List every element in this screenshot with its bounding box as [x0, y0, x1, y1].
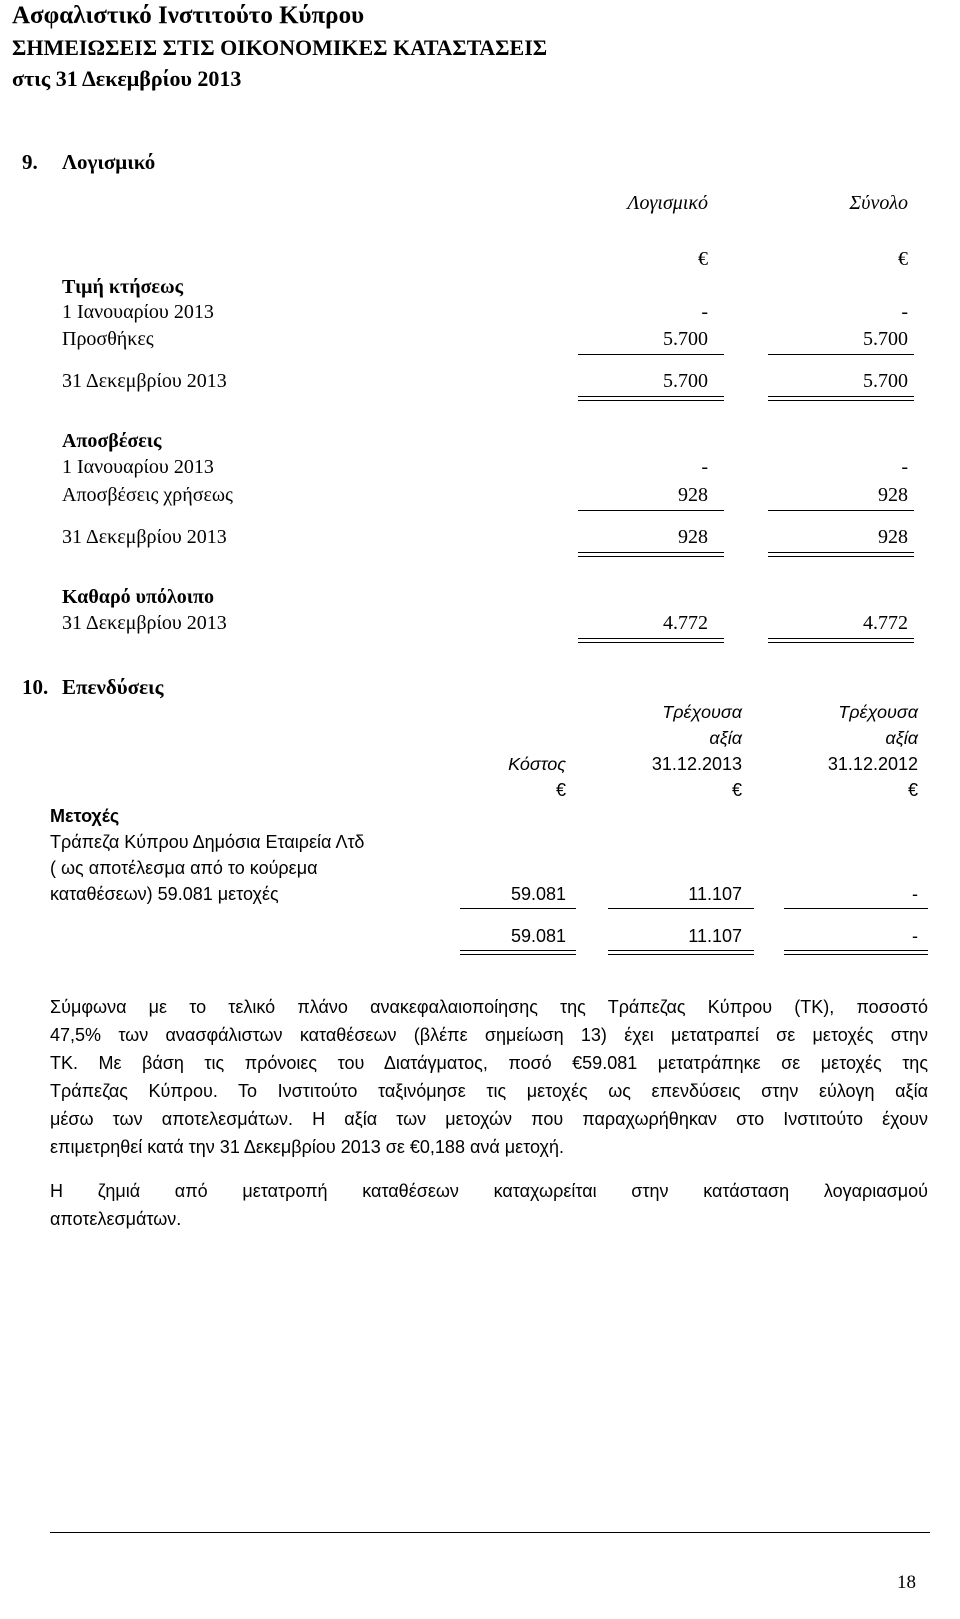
paragraph-line: Τράπεζας Κύπρου. Το Ινστιτούτο ταξινόμησε τις μετοχές ως επενδύσεις στην εύλογη αξία	[50, 1081, 928, 1101]
shares-description: Τράπεζα Κύπρου Δημόσια Εταιρεία Λτδ	[50, 832, 365, 852]
col-header-total: Σύνολο	[849, 192, 908, 214]
table-cell: 928	[678, 484, 708, 506]
explanatory-paragraph	[50, 993, 928, 1161]
subtotal-rule	[784, 908, 928, 909]
currency-cost: €	[555, 780, 566, 800]
table-row-label: 31 Δεκεμβρίου 2013	[62, 526, 227, 548]
table-cell: 4.772	[863, 612, 908, 634]
col-header-fv2012: Τρέχουσα	[838, 702, 918, 722]
subtotal-rule	[460, 908, 576, 909]
cost-heading: Τιμή κτήσεως	[62, 276, 184, 298]
currency-fv2012: €	[907, 780, 918, 800]
paragraph-line: Η ζημιά από μετατροπή καταθέσεων καταχωρείται στην κατάσταση λογαριασμού	[50, 1181, 928, 1201]
col-header-fv2012-date: 31.12.2012	[827, 754, 918, 774]
table-cell: -	[701, 301, 708, 323]
subtotal-rule	[608, 908, 754, 909]
table-cell: 5.700	[663, 370, 708, 392]
table-row-label: 31 Δεκεμβρίου 2013	[62, 612, 227, 634]
company-name: Ασφαλιστικό Ινστιτούτο Κύπρου	[12, 2, 365, 29]
table-cell: 5.700	[863, 328, 908, 350]
total-double-rule	[608, 950, 754, 955]
total-double-rule	[578, 396, 724, 401]
paragraph-line: Σύμφωνα με το τελικό πλάνο ανακεφαλαιοποίησης της Τράπεζας Κύπρου (ΤΚ), ποσοστό	[50, 997, 928, 1017]
table-cell: 928	[878, 484, 908, 506]
explanatory-paragraph	[50, 1177, 928, 1233]
subtotal-rule	[578, 354, 724, 355]
table-cell: 5.700	[663, 328, 708, 350]
table-cell: -	[912, 884, 918, 904]
table-row-label: Προσθήκες	[62, 328, 154, 350]
table-row-label: 1 Ιανουαρίου 2013	[62, 301, 214, 323]
subtotal-rule	[768, 510, 914, 511]
currency-software: €	[698, 248, 708, 270]
total-double-rule	[768, 638, 914, 643]
shares-description: καταθέσεων) 59.081 μετοχές	[50, 884, 279, 904]
col-header-fv2013: αξία	[709, 728, 742, 748]
total-double-rule	[768, 552, 914, 557]
currency-fv2013: €	[731, 780, 742, 800]
note9-number: 9.	[22, 150, 38, 174]
paragraph-line: 47,5% των ανασφάλιστων καταθέσεων (βλέπε σημείωση 13) έχει μετατραπεί σε μετοχές στην	[50, 1025, 928, 1045]
subtotal-rule	[768, 354, 914, 355]
col-header-cost: Κόστος	[508, 754, 566, 774]
paragraph-line: επιμετρηθεί κατά την 31 Δεκεμβρίου 2013 σε €0,188 ανά μετοχή.	[50, 1137, 565, 1157]
page-number: 18	[897, 1572, 916, 1593]
table-cell: -	[912, 926, 918, 946]
note9-heading: Λογισμικό	[62, 150, 156, 174]
table-row-label: 31 Δεκεμβρίου 2013	[62, 370, 227, 392]
shares-description: ( ως αποτέλεσμα από το κούρεμα	[50, 858, 318, 878]
currency-total: €	[898, 248, 908, 270]
paragraph-line: ΤΚ. Με βάση τις πρόνοιες του Διατάγματος, ποσό €59.081 μετατράπηκε σε μετοχές της	[50, 1053, 928, 1073]
document-title: ΣΗΜΕΙΩΣΕΙΣ ΣΤΙΣ ΟΙΚΟΝΟΜΙΚΕΣ ΚΑΤΑΣΤΑΣΕΙΣ	[12, 35, 548, 60]
footer-rule	[50, 1532, 930, 1533]
table-cell: 11.107	[688, 926, 742, 946]
depreciation-heading: Αποσβέσεις	[62, 430, 162, 452]
note10-heading: Επενδύσεις	[62, 675, 164, 699]
table-cell: 59.081	[510, 926, 566, 946]
table-cell: 928	[678, 526, 708, 548]
total-double-rule	[578, 638, 724, 643]
nbv-heading: Καθαρό υπόλοιπο	[62, 586, 214, 608]
note10-number: 10.	[22, 675, 49, 699]
table-row-label: 1 Ιανουαρίου 2013	[62, 456, 214, 478]
paragraph-line: αποτελεσμάτων.	[50, 1209, 182, 1229]
table-cell: -	[901, 456, 908, 478]
col-header-fv2013: Τρέχουσα	[662, 702, 742, 722]
paragraph-line: μέσω των αποτελεσμάτων. Η αξία των μετοχών που παραχωρήθηκαν στο Ινστιτούτο έχουν	[50, 1109, 928, 1129]
table-cell: -	[701, 456, 708, 478]
col-header-software: Λογισμικό	[627, 192, 708, 214]
total-double-rule	[578, 552, 724, 557]
table-cell: 4.772	[663, 612, 708, 634]
total-double-rule	[784, 950, 928, 955]
shares-heading: Μετοχές	[50, 806, 120, 826]
col-header-fv2012: αξία	[885, 728, 918, 748]
table-row-label: Αποσβέσεις χρήσεως	[62, 484, 233, 506]
table-cell: 928	[878, 526, 908, 548]
total-double-rule	[460, 950, 576, 955]
col-header-fv2013-date: 31.12.2013	[651, 754, 742, 774]
table-cell: -	[901, 301, 908, 323]
table-cell: 5.700	[863, 370, 908, 392]
table-cell: 11.107	[688, 884, 742, 904]
subtotal-rule	[578, 510, 724, 511]
document-date: στις 31 Δεκεμβρίου 2013	[12, 66, 242, 91]
total-double-rule	[768, 396, 914, 401]
table-cell: 59.081	[510, 884, 566, 904]
